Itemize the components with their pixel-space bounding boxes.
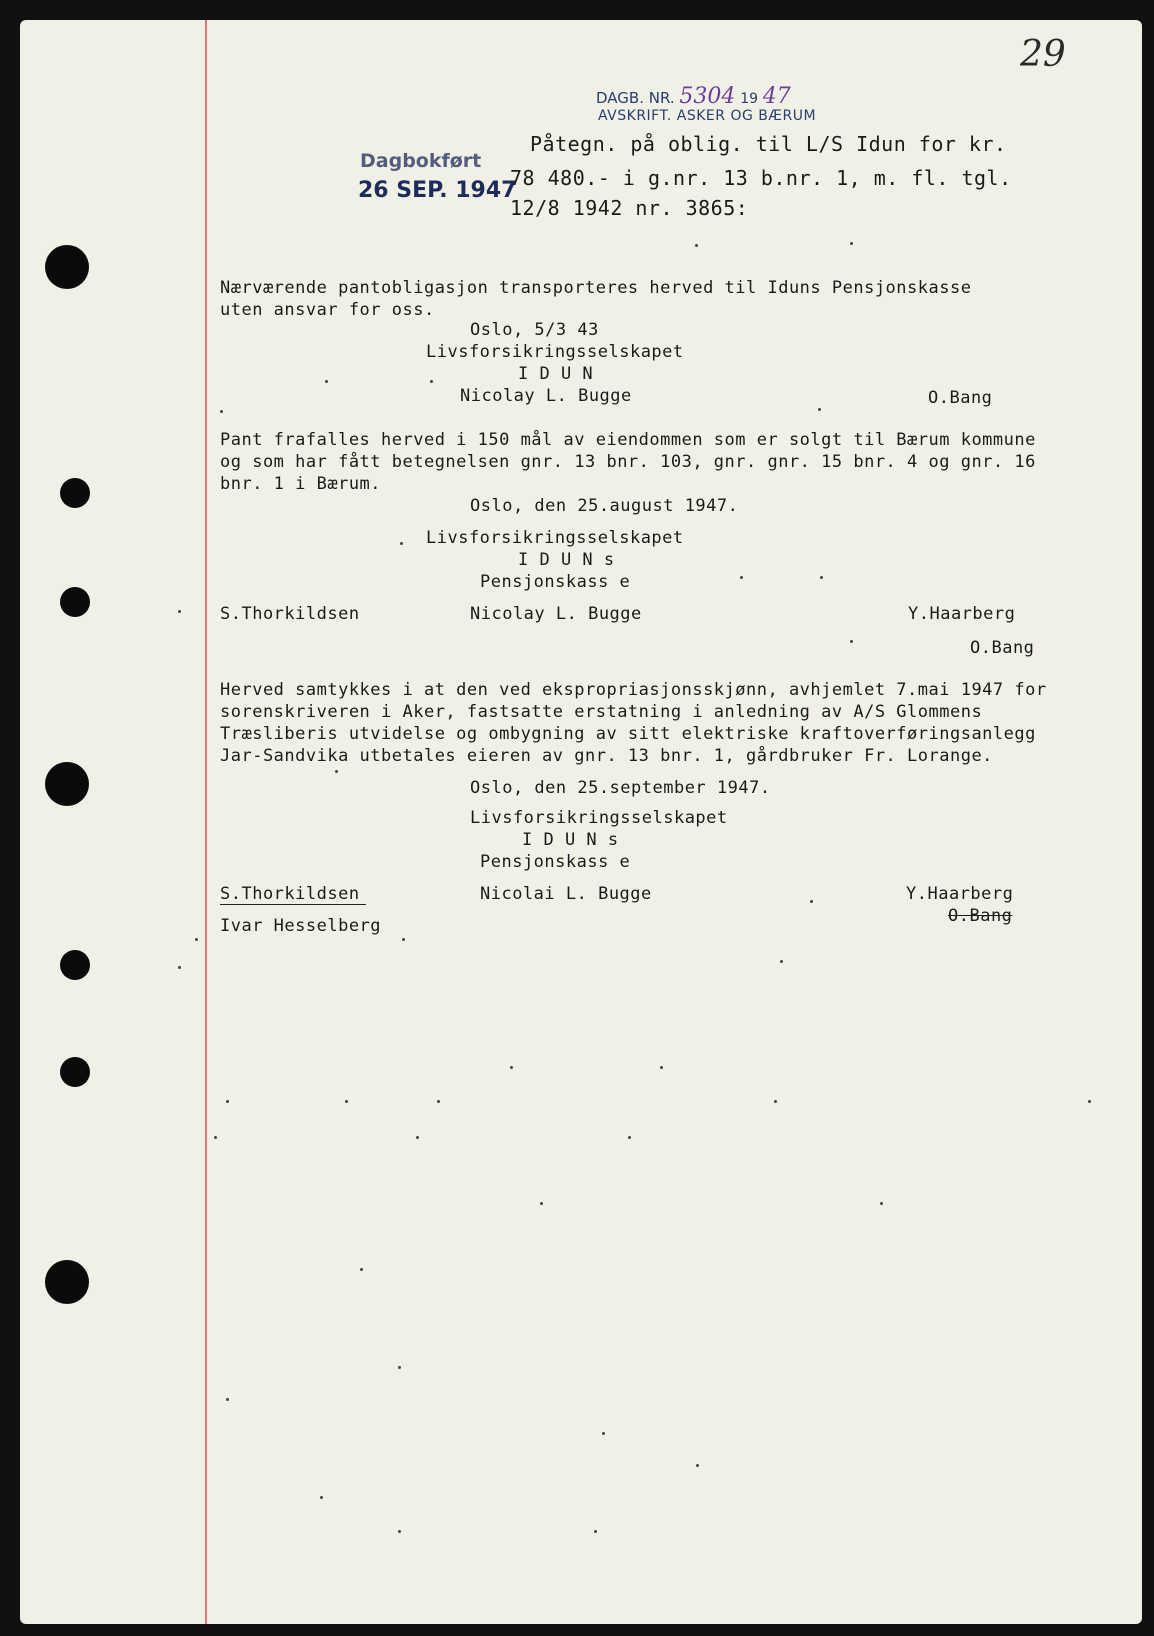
speck (850, 640, 853, 643)
speck (398, 1366, 401, 1369)
speck (628, 1136, 631, 1139)
place-date: Oslo, den 25.september 1947. (470, 778, 771, 798)
speck (178, 966, 181, 969)
binder-hole (60, 587, 90, 617)
body-line: Pant frafalles herved i 150 mål av eiendommen som er solgt til Bærum kommune (220, 430, 1036, 450)
speck (195, 938, 198, 941)
company-title: I D U N (518, 364, 594, 384)
signature-name: Y.Haarberg (908, 604, 1016, 624)
document-page (20, 20, 1142, 1624)
body-line: sorenskriveren i Aker, fastsatte erstatning i anledning av A/S Glommens (220, 702, 983, 722)
binder-hole (60, 1057, 90, 1087)
speck (220, 410, 223, 413)
signature-name: O.Bang (928, 388, 993, 408)
dagbokfort-stamp-date: 26 SEP. 1947 (358, 178, 517, 203)
page-number: 29 (1020, 34, 1066, 75)
speck (602, 1432, 605, 1435)
signature-name-struck: O.Bang (948, 906, 1013, 926)
speck (695, 244, 698, 247)
company-subtitle: Pensjonskass e (480, 852, 631, 872)
company-name: Livsforsikringsselskapet (426, 342, 684, 362)
speck (696, 1464, 699, 1467)
body-line: bnr. 1 i Bærum. (220, 474, 382, 494)
speck (214, 1136, 217, 1139)
binder-hole (45, 245, 89, 289)
signature-name: Ivar Hesselberg (220, 916, 382, 936)
speck (1088, 1100, 1091, 1103)
body-line: Nærværende pantobligasjon transporteres herved til Iduns Pensjonskasse (220, 278, 972, 298)
speck (594, 1530, 597, 1533)
place-date: Oslo, den 25.august 1947. (470, 496, 739, 516)
signature-name: S.Thorkildsen (220, 604, 360, 624)
binder-hole (45, 1260, 89, 1304)
signature-name: S.Thorkildsen (220, 884, 366, 905)
body-line: Træsliberis utvidelse og ombygning av sitt elektriske kraftoverføringsanlegg (220, 724, 1036, 744)
speck (780, 960, 783, 963)
body-line: Jar-Sandvika utbetales eieren av gnr. 13 bnr. 1, gårdbruker Fr. Lorange. (220, 746, 993, 766)
speck (660, 1066, 663, 1069)
signature-name: Nicolay L. Bugge (470, 604, 642, 624)
speck (325, 380, 328, 383)
speck (345, 1100, 348, 1103)
speck (818, 408, 821, 411)
speck (740, 576, 743, 579)
company-title: I D U N s (518, 550, 615, 570)
title-line: Påtegn. på oblig. til L/S Idun for kr. (530, 132, 1007, 156)
dagbokfort-stamp-line1: Dagbokført (360, 150, 482, 172)
place-date: Oslo, 5/3 43 (470, 320, 599, 340)
speck (810, 900, 813, 903)
signature-name: O.Bang (970, 638, 1035, 658)
speck (540, 1202, 543, 1205)
signature-name: Nicolai L. Bugge (480, 884, 652, 904)
company-name: Livsforsikringsselskapet (426, 528, 684, 548)
signature-name: Nicolay L. Bugge (460, 386, 632, 406)
signature-name: Y.Haarberg (906, 884, 1014, 904)
office-label: AVSKRIFT. ASKER OG BÆRUM (598, 108, 817, 124)
speck (510, 1066, 513, 1069)
dagb-label: DAGB. NR. (596, 89, 675, 107)
speck (320, 1496, 323, 1499)
binder-hole (60, 950, 90, 980)
speck (880, 1202, 883, 1205)
speck (360, 1268, 363, 1271)
year-prefix: 19 (740, 91, 759, 107)
margin-line (205, 20, 207, 1624)
speck (398, 1530, 401, 1533)
company-name: Livsforsikringsselskapet (470, 808, 728, 828)
speck (226, 1100, 229, 1103)
body-line: Herved samtykkes i at den ved ekspropriasjonsskjønn, avhjemlet 7.mai 1947 for (220, 680, 1047, 700)
dagb-number: 5304 (679, 84, 736, 109)
speck (402, 938, 405, 941)
speck (335, 770, 338, 773)
speck (774, 1100, 777, 1103)
binder-hole (60, 478, 90, 508)
company-subtitle: Pensjonskass e (480, 572, 631, 592)
speck (850, 242, 853, 245)
speck (226, 1398, 229, 1401)
title-line: 12/8 1942 nr. 3865: (510, 196, 749, 220)
body-line: og som har fått betegnelsen gnr. 13 bnr. 103, gnr. gnr. 15 bnr. 4 og gnr. 16 (220, 452, 1036, 472)
speck (178, 610, 181, 613)
title-line: 78 480.- i g.nr. 13 b.nr. 1, m. fl. tgl. (510, 166, 1012, 190)
binder-hole (45, 762, 89, 806)
year-suffix: 47 (762, 84, 791, 109)
body-line: uten ansvar for oss. (220, 300, 435, 320)
speck (437, 1100, 440, 1103)
company-title: I D U N s (522, 830, 619, 850)
speck (416, 1136, 419, 1139)
dagb-header (596, 84, 791, 109)
speck (820, 576, 823, 579)
speck (430, 380, 433, 383)
speck (400, 542, 403, 545)
